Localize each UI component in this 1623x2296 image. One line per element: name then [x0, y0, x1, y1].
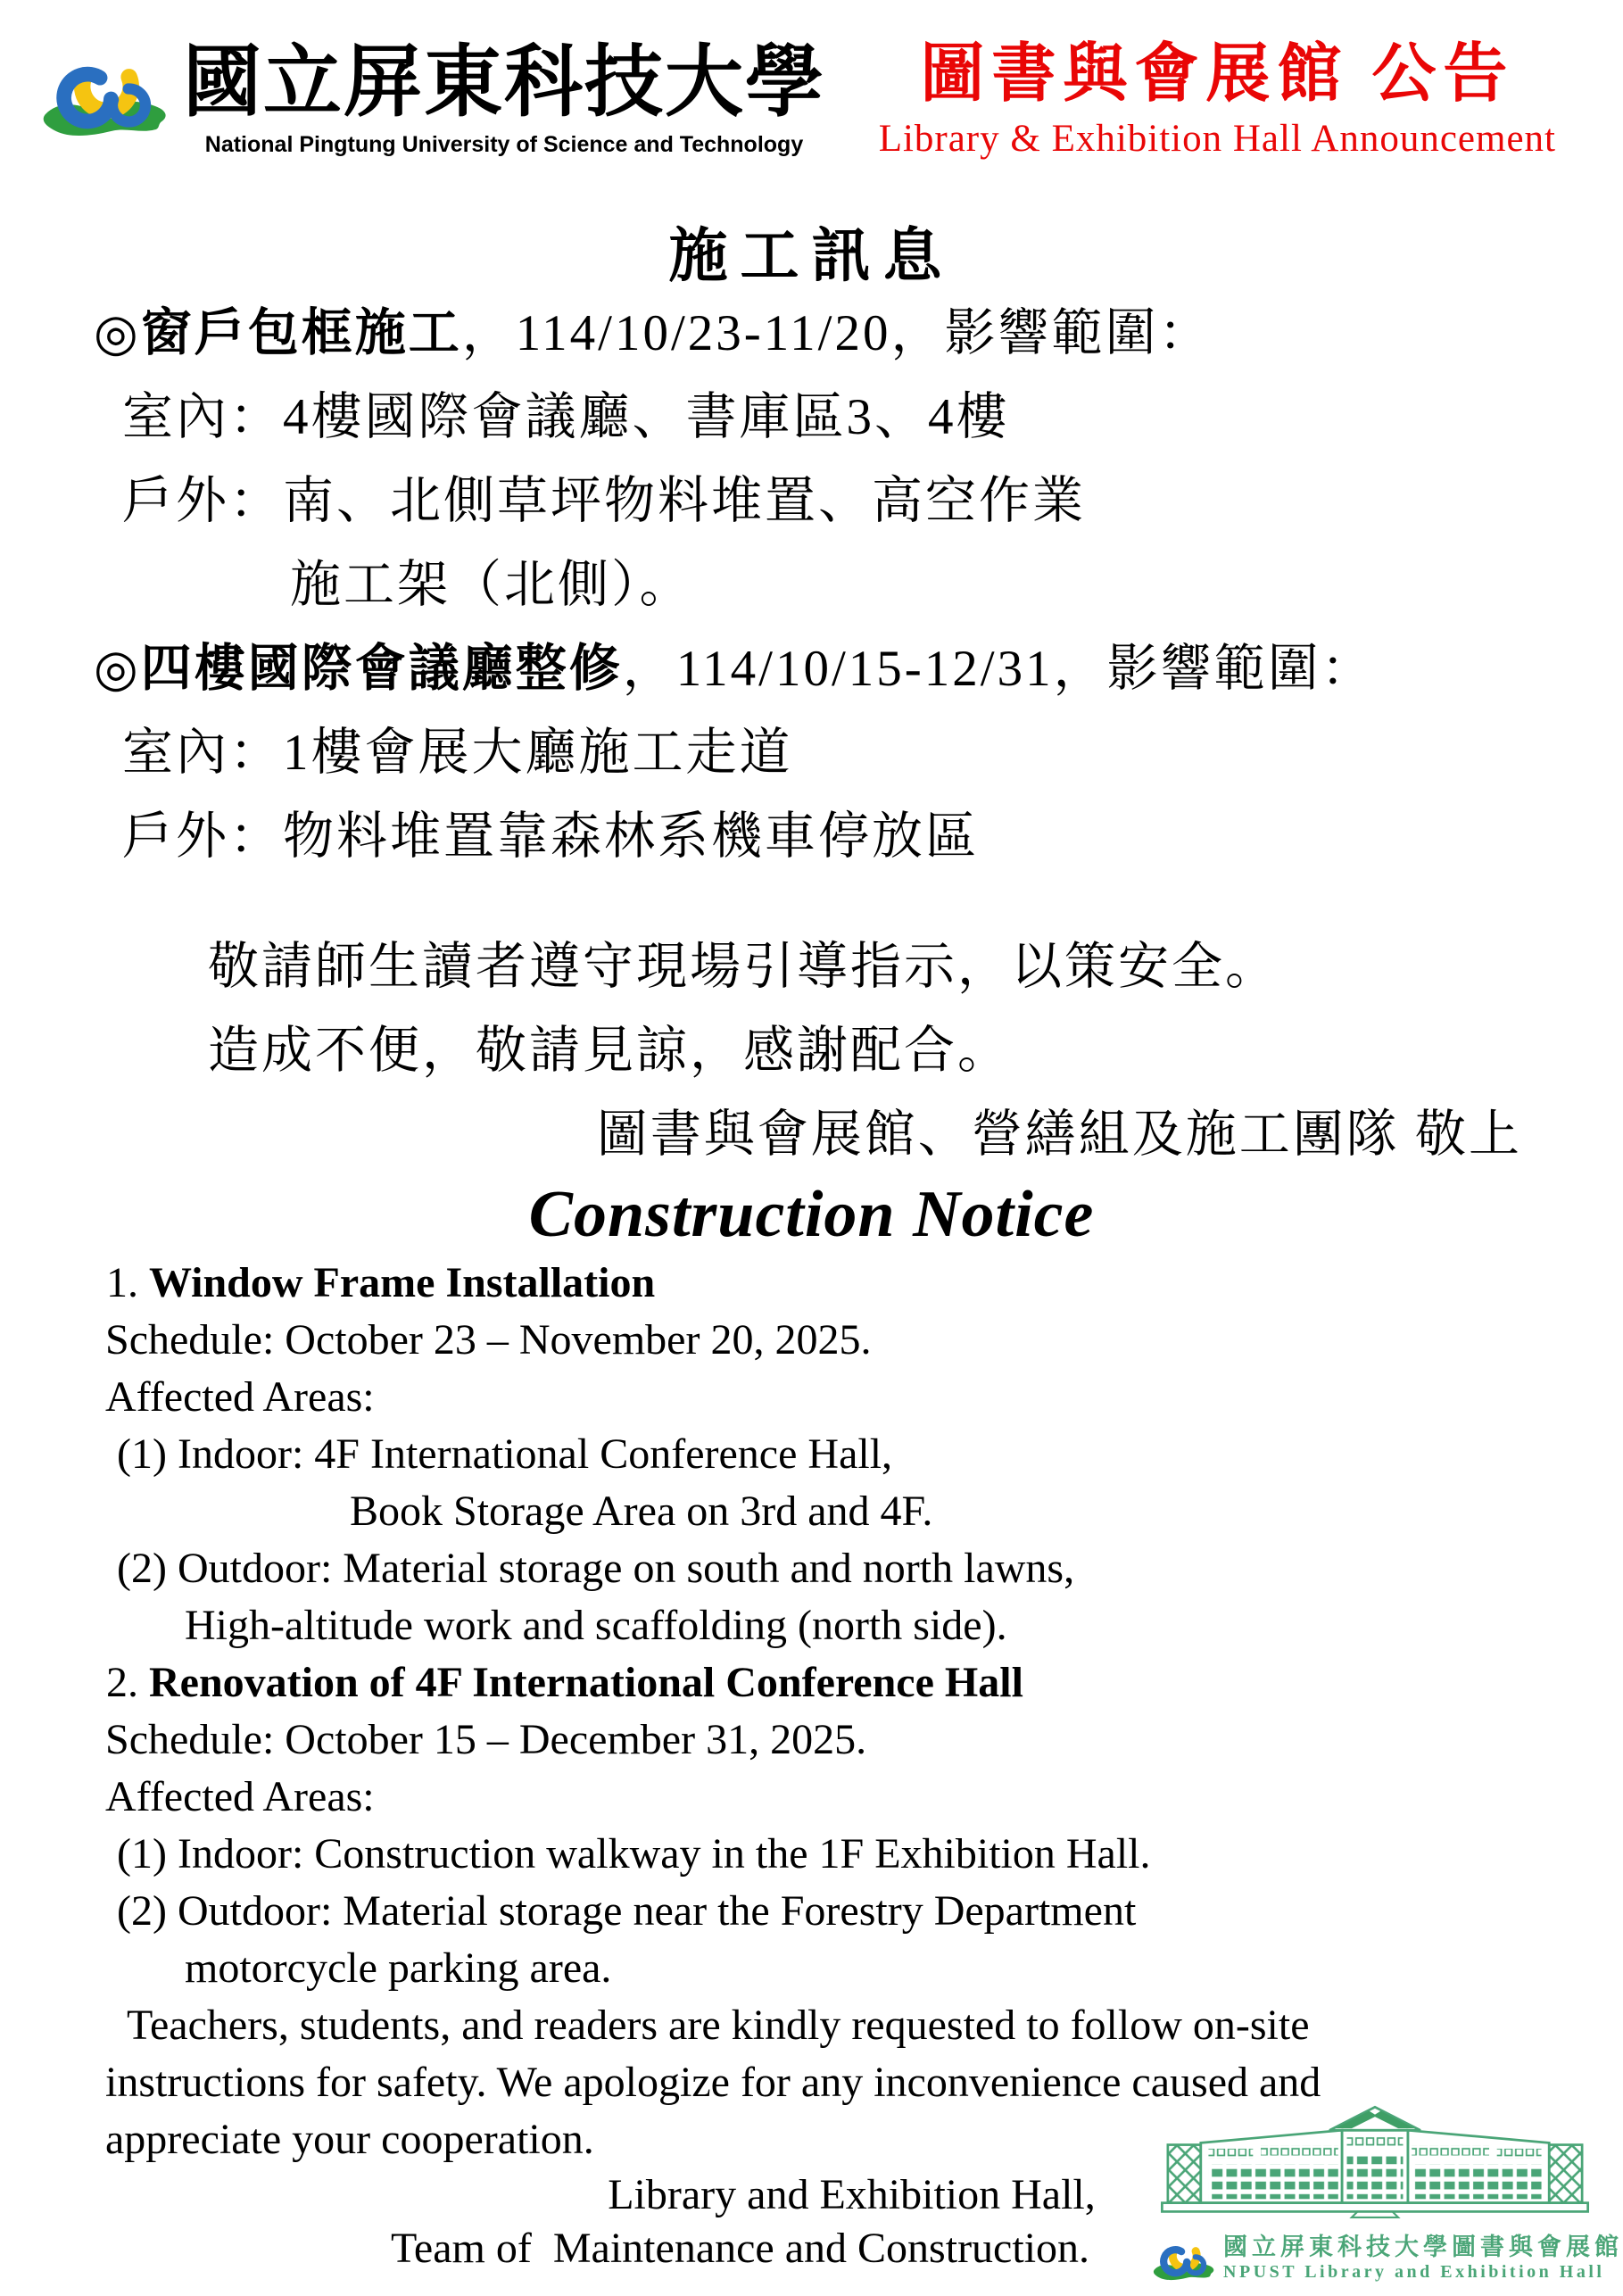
en-signature-line2: Team of Maintenance and Construction.: [390, 2225, 1090, 2273]
en-s1-area1: (1) Indoor: 4F International Conference Hall,: [117, 1430, 893, 1479]
en-closing-line1: Teachers, students, and readers are kindly requested to follow on-site: [127, 2002, 1310, 2050]
zh-item1-line3: 施工架（北側）。: [290, 557, 693, 614]
footer-university-logo-icon: [1152, 2226, 1218, 2289]
zh-item2-line1: 室內：1樓會展大廳施工走道: [122, 725, 793, 782]
footer-org-zh: 國立屏東科技大學圖書與會展館: [1223, 2234, 1623, 2261]
en-s1-heading-text: Window Frame Installation: [149, 1259, 656, 1307]
zh-courtesy-line1: 敬請師生讀者遵守現場引導指示，以策安全。: [208, 939, 1279, 996]
zh-signoff: 圖書與會展館、營繕組及施工團隊 敬上: [596, 1107, 1522, 1164]
library-building-icon: [1152, 2207, 1598, 2222]
en-s1-affected-label: Affected Areas:: [105, 1373, 375, 1422]
en-s2-area1: (1) Indoor: Construction walkway in the 1F Exhibition Hall.: [117, 1830, 1151, 1878]
university-name-block: [183, 40, 826, 158]
announcement-title-zh: 圖書與會展館 公告: [920, 38, 1515, 110]
en-s1-schedule: Schedule: October 23 – November 20, 2025.: [105, 1316, 872, 1364]
university-brand: [40, 27, 825, 158]
zh-item1-heading-rest: ，114/10/23-11/20，影響範圍：: [461, 305, 1213, 362]
announcement-title-en: Library & Exhibition Hall Announcement: [878, 118, 1556, 161]
en-s1-area2: (2) Outdoor: Material storage on south and north lawns,: [117, 1545, 1075, 1593]
en-s2-number: 2.: [106, 1659, 138, 1707]
announcement-title-block: [879, 39, 1556, 161]
zh-item2-heading-rest: ，114/10/15-12/31，影響範圍：: [622, 641, 1375, 698]
zh-courtesy-line2: 造成不便，敬請見諒，感謝配合。: [208, 1023, 1011, 1080]
en-s2-schedule: Schedule: October 15 – December 31, 2025.: [105, 1716, 867, 1764]
zh-item2-heading: [94, 640, 1556, 699]
en-s1-heading: [106, 1255, 1556, 1312]
en-s2-affected-label: Affected Areas:: [105, 1773, 375, 1821]
zh-item1-heading-bold: ◎窗戶包框施工: [94, 305, 462, 362]
zh-item1-heading: [94, 304, 1556, 363]
en-closing-line3: appreciate your cooperation.: [105, 2116, 594, 2164]
en-s1-area2b: High-altitude work and scaffolding (north side).: [185, 1602, 1007, 1650]
zh-item2-heading-bold: ◎四樓國際會議廳整修: [94, 641, 623, 698]
university-name-en: National Pingtung University of Science and Technology: [204, 132, 804, 158]
header: [67, 27, 1556, 203]
en-s2-heading-text: Renovation of 4F International Conference Hall: [149, 1659, 1023, 1707]
en-s1-number: 1.: [106, 1259, 138, 1307]
en-notice-title: Construction Notice: [528, 1178, 1095, 1252]
en-closing-line2: instructions for safety. We apologize for any inconvenience caused and: [105, 2059, 1321, 2107]
footer-logo-block: [1152, 2104, 1623, 2289]
zh-notice-title: 施工訊息: [668, 224, 955, 289]
zh-item1-line1: 室內：4樓國際會議廳、書庫區3、4樓: [122, 389, 1010, 446]
en-s2-heading: [106, 1654, 1556, 1712]
footer-org-en: NPUST Library and Exhibition Hall: [1223, 2261, 1605, 2282]
en-s1-area1b: Book Storage Area on 3rd and 4F.: [350, 1488, 933, 1536]
zh-item2-line2: 戶外：物料堆置靠森林系機車停放區: [122, 808, 979, 866]
en-s2-area2: (2) Outdoor: Material storage near the Forestry Department: [117, 1887, 1137, 1935]
en-s2-area2b: motorcycle parking area.: [185, 1944, 612, 1993]
university-logo-icon: [40, 27, 174, 149]
en-signature-line1: Library and Exhibition Hall,: [608, 2171, 1096, 2219]
zh-item1-line2: 戶外：南、北側草坪物料堆置、高空作業: [122, 473, 1086, 530]
university-name-zh: 國立屏東科技大學: [183, 40, 826, 127]
